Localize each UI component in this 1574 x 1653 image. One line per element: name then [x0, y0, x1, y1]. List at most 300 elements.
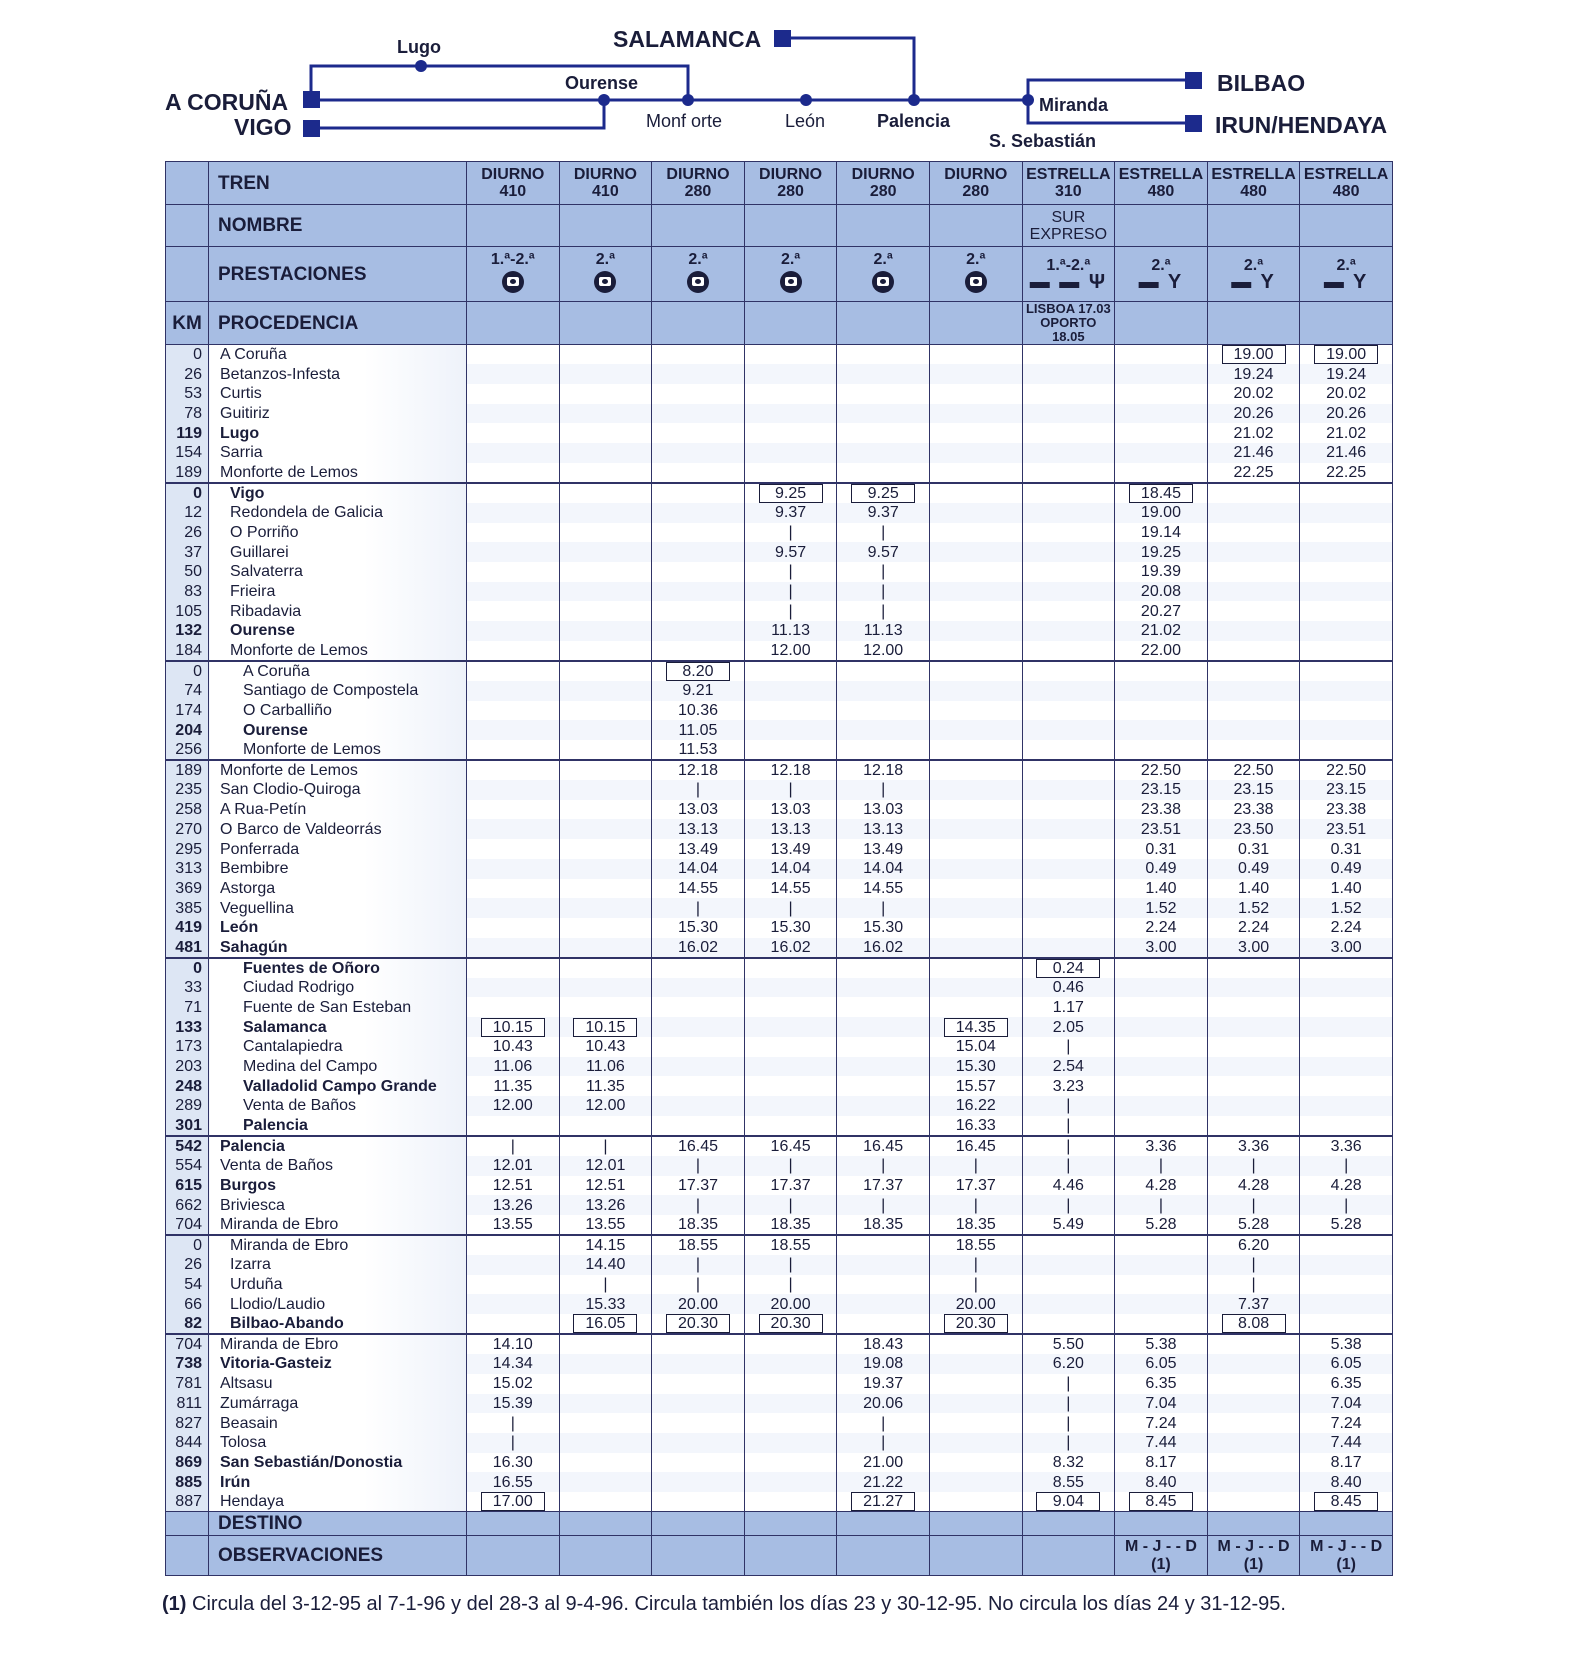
- time-cell: [1022, 621, 1115, 641]
- time-cell: [929, 938, 1022, 958]
- time-cell: 17.37: [929, 1176, 1022, 1196]
- station-name: San Clodio-Quiroga: [209, 780, 467, 800]
- time-cell: [1115, 720, 1208, 740]
- time-cell: [929, 1354, 1022, 1374]
- train-observaciones: [467, 1536, 560, 1576]
- km-cell: 53: [166, 384, 209, 404]
- time-cell: [744, 423, 837, 443]
- time-cell: |: [744, 1156, 837, 1176]
- table-row: [166, 582, 1393, 602]
- time-cell: 7.04: [1300, 1394, 1393, 1414]
- time-cell: [1022, 701, 1115, 721]
- train-type: ESTRELLA: [1303, 166, 1389, 183]
- time-cell: [1115, 701, 1208, 721]
- table-row: [166, 562, 1393, 582]
- line-vigo: [311, 100, 604, 128]
- table-row: [166, 1076, 1393, 1096]
- time-cell: [1207, 1017, 1300, 1037]
- time-cell: [467, 681, 560, 701]
- time-cell: 21.46: [1300, 443, 1393, 463]
- time-cell: [1115, 1255, 1208, 1275]
- time-cell: [929, 661, 1022, 681]
- time-cell: 19.24: [1207, 364, 1300, 384]
- time-cell: 1.40: [1300, 879, 1393, 899]
- time-cell: [1022, 483, 1115, 503]
- time-cell: |: [1207, 1156, 1300, 1176]
- time-cell: [1207, 345, 1300, 365]
- time-cell: [744, 720, 837, 740]
- time-cell: [1300, 1294, 1393, 1314]
- km-cell: 78: [166, 404, 209, 424]
- time-cell: 15.02: [467, 1374, 560, 1394]
- time-cell: [929, 918, 1022, 938]
- time-cell: 10.36: [652, 701, 745, 721]
- km-cell: 189: [166, 463, 209, 483]
- time-cell: [652, 1433, 745, 1453]
- time-cell: [1207, 1096, 1300, 1116]
- station-name: Bilbao-Abando: [209, 1314, 467, 1334]
- table-row: [166, 1136, 1393, 1156]
- station-name: Cantalapiedra: [209, 1037, 467, 1057]
- station-name: A Rua-Petín: [209, 800, 467, 820]
- time-cell: [929, 601, 1022, 621]
- time-cell: [559, 483, 652, 503]
- time-cell: [837, 720, 930, 740]
- time-cell: [467, 938, 560, 958]
- train-destino: [744, 1512, 837, 1536]
- time-cell: [467, 384, 560, 404]
- footnote: [162, 1593, 1286, 1616]
- train-destino: [559, 1512, 652, 1536]
- train-services: [1207, 247, 1300, 302]
- monforte-stop-icon: [682, 94, 694, 106]
- time-cell: 21.02: [1115, 621, 1208, 641]
- station-name: Betanzos-Infesta: [209, 364, 467, 384]
- time-cell: [744, 661, 837, 681]
- station-name: Frieira: [209, 582, 467, 602]
- station-name: San Sebastián/Donostia: [209, 1453, 467, 1473]
- time-cell: [1207, 701, 1300, 721]
- train-observaciones: M - J - - D (1): [1207, 1536, 1300, 1576]
- bilbao-terminal-icon: [1185, 72, 1202, 89]
- time-cell: 12.01: [467, 1156, 560, 1176]
- table-row: [166, 661, 1393, 681]
- time-cell: 14.04: [652, 859, 745, 879]
- km-cell: 844: [166, 1433, 209, 1453]
- train-number: 480: [1240, 183, 1267, 200]
- header-km: KM: [166, 302, 209, 345]
- time-cell: [1300, 621, 1393, 641]
- table-row: [166, 641, 1393, 661]
- time-cell: 17.37: [652, 1176, 745, 1196]
- time-cell: [1022, 918, 1115, 938]
- time-cell: [1115, 661, 1208, 681]
- train-class: 1.ª-2.ª: [1046, 257, 1091, 274]
- time-cell: |: [1022, 1195, 1115, 1215]
- train-type: DIURNO: [851, 166, 915, 183]
- time-cell: |: [837, 562, 930, 582]
- time-cell: [1115, 958, 1208, 978]
- time-cell: [837, 740, 930, 760]
- time-cell: |: [744, 1195, 837, 1215]
- time-cell: [1115, 681, 1208, 701]
- time-cell: [929, 384, 1022, 404]
- station-name: Briviesca: [209, 1195, 467, 1215]
- time-cell: [559, 641, 652, 661]
- time-cell: |: [652, 1156, 745, 1176]
- time-cell: [559, 839, 652, 859]
- train-destino: [467, 1512, 560, 1536]
- time-cell: [652, 601, 745, 621]
- time-cell: [1115, 1235, 1208, 1255]
- time-cell: [1207, 1334, 1300, 1354]
- time-cell: [1207, 1453, 1300, 1473]
- table-row: [166, 997, 1393, 1017]
- time-cell: [1300, 1255, 1393, 1275]
- train-observaciones: [1022, 1536, 1115, 1576]
- time-cell: [559, 1433, 652, 1453]
- km-cell: 54: [166, 1275, 209, 1295]
- time-cell: 23.51: [1115, 819, 1208, 839]
- map-label-leon: León: [785, 111, 826, 131]
- time-cell: 5.28: [1115, 1215, 1208, 1235]
- time-cell: [929, 701, 1022, 721]
- time-cell: [559, 1472, 652, 1492]
- table-row: [166, 404, 1393, 424]
- train-origin: [744, 302, 837, 345]
- table-row: [166, 542, 1393, 562]
- time-cell: 9.37: [837, 503, 930, 523]
- time-cell: [1300, 641, 1393, 661]
- station-name: Vigo: [209, 483, 467, 503]
- cama-icon: ▬ ▬ Ψ: [1029, 271, 1107, 293]
- time-cell: [1115, 404, 1208, 424]
- time-cell: [559, 1116, 652, 1136]
- time-cell: [929, 740, 1022, 760]
- time-cell: 2.24: [1300, 918, 1393, 938]
- time-cell: |: [837, 523, 930, 543]
- km-cell: 105: [166, 601, 209, 621]
- map-label-irun: IRUN/HENDAYA: [1215, 112, 1388, 138]
- km-cell: 154: [166, 443, 209, 463]
- time-cell: 21.22: [837, 1472, 930, 1492]
- time-cell: [559, 1453, 652, 1473]
- time-cell: [837, 1017, 930, 1037]
- time-cell: |: [467, 1433, 560, 1453]
- time-cell: [837, 404, 930, 424]
- time-cell: [1207, 1492, 1300, 1512]
- station-name: Curtis: [209, 384, 467, 404]
- station-name: Medina del Campo: [209, 1057, 467, 1077]
- table-row: [166, 1176, 1393, 1196]
- time-cell: [1022, 384, 1115, 404]
- time-cell: 13.26: [559, 1195, 652, 1215]
- time-boxed: 8.45: [1314, 1492, 1378, 1511]
- time-cell: |: [837, 898, 930, 918]
- time-cell: 2.24: [1115, 918, 1208, 938]
- train-number: 410: [499, 183, 527, 200]
- time-cell: |: [1022, 1156, 1115, 1176]
- time-cell: 11.13: [744, 621, 837, 641]
- route-map: [0, 0, 1574, 160]
- station-name: Sahagún: [209, 938, 467, 958]
- time-cell: [837, 1255, 930, 1275]
- time-cell: 13.13: [837, 819, 930, 839]
- time-cell: 4.28: [1115, 1176, 1208, 1196]
- time-cell: [744, 1472, 837, 1492]
- time-cell: [929, 443, 1022, 463]
- time-cell: [1115, 384, 1208, 404]
- table-row: [166, 800, 1393, 820]
- time-cell: 0.31: [1207, 839, 1300, 859]
- time-cell: [559, 879, 652, 899]
- time-cell: [1207, 1314, 1300, 1334]
- time-cell: [559, 740, 652, 760]
- time-cell: [744, 1433, 837, 1453]
- train-number: 280: [777, 183, 804, 200]
- time-cell: 20.06: [837, 1394, 930, 1414]
- time-cell: [929, 1394, 1022, 1414]
- time-cell: [652, 443, 745, 463]
- time-boxed: 20.30: [759, 1314, 823, 1333]
- station-name: Palencia: [209, 1116, 467, 1136]
- station-name: Irún: [209, 1472, 467, 1492]
- time-cell: [559, 938, 652, 958]
- train-services: [1022, 247, 1115, 302]
- station-name: Bembibre: [209, 859, 467, 879]
- time-cell: 11.13: [837, 621, 930, 641]
- table-row: [166, 1354, 1393, 1374]
- time-cell: 20.08: [1115, 582, 1208, 602]
- header-prestaciones: PRESTACIONES: [209, 247, 467, 302]
- time-cell: [652, 423, 745, 443]
- time-cell: [929, 503, 1022, 523]
- time-cell: 3.36: [1300, 1136, 1393, 1156]
- km-cell: 289: [166, 1096, 209, 1116]
- time-cell: [929, 1492, 1022, 1512]
- train-services: [929, 247, 1022, 302]
- time-cell: 7.24: [1115, 1413, 1208, 1433]
- time-cell: 19.00: [1115, 503, 1208, 523]
- time-cell: |: [744, 780, 837, 800]
- train-services: [652, 247, 745, 302]
- time-cell: 22.00: [1115, 641, 1208, 661]
- time-cell: [1022, 839, 1115, 859]
- time-cell: 18.35: [929, 1215, 1022, 1235]
- time-cell: 2.54: [1022, 1057, 1115, 1077]
- time-cell: [744, 681, 837, 701]
- time-cell: 0.49: [1300, 859, 1393, 879]
- time-cell: [929, 523, 1022, 543]
- time-cell: [559, 720, 652, 740]
- time-cell: [467, 483, 560, 503]
- time-cell: [467, 542, 560, 562]
- time-cell: 18.55: [652, 1235, 745, 1255]
- time-cell: |: [929, 1195, 1022, 1215]
- footer-row-destino: [166, 1512, 1393, 1536]
- km-cell: 887: [166, 1492, 209, 1512]
- time-cell: 6.20: [1022, 1354, 1115, 1374]
- table-row: [166, 898, 1393, 918]
- time-cell: [467, 740, 560, 760]
- time-cell: [467, 1017, 560, 1037]
- time-cell: 19.37: [837, 1374, 930, 1394]
- station-name: Izarra: [209, 1255, 467, 1275]
- table-row: [166, 879, 1393, 899]
- time-cell: |: [744, 562, 837, 582]
- time-cell: 13.03: [837, 800, 930, 820]
- time-cell: [837, 1096, 930, 1116]
- time-cell: [1207, 1057, 1300, 1077]
- time-cell: [652, 1076, 745, 1096]
- time-cell: [1022, 780, 1115, 800]
- time-cell: [929, 582, 1022, 602]
- time-cell: 20.00: [929, 1294, 1022, 1314]
- km-cell: 235: [166, 780, 209, 800]
- time-cell: 4.28: [1300, 1176, 1393, 1196]
- station-name: León: [209, 918, 467, 938]
- time-cell: [559, 997, 652, 1017]
- table-row: [166, 701, 1393, 721]
- train-origin: [929, 302, 1022, 345]
- time-cell: [559, 503, 652, 523]
- time-cell: [1300, 740, 1393, 760]
- table-row: [166, 1057, 1393, 1077]
- time-cell: [559, 958, 652, 978]
- time-boxed: 20.30: [666, 1314, 730, 1333]
- table-row: [166, 780, 1393, 800]
- km-cell: 83: [166, 582, 209, 602]
- km-cell: 66: [166, 1294, 209, 1314]
- map-label-monforte: Monf orte: [646, 111, 723, 131]
- time-cell: 16.02: [652, 938, 745, 958]
- time-boxed: 18.45: [1129, 484, 1193, 503]
- time-cell: 16.55: [467, 1472, 560, 1492]
- time-cell: [1207, 641, 1300, 661]
- time-cell: [652, 1116, 745, 1136]
- time-cell: [652, 523, 745, 543]
- train-type: DIURNO: [573, 166, 637, 183]
- time-cell: [1022, 681, 1115, 701]
- time-cell: [467, 1492, 560, 1512]
- time-boxed: 21.27: [851, 1492, 915, 1511]
- time-cell: [929, 720, 1022, 740]
- time-cell: [744, 1413, 837, 1433]
- train-class: 2.ª: [595, 251, 616, 268]
- time-cell: [837, 1294, 930, 1314]
- km-cell: 174: [166, 701, 209, 721]
- train-services: [1115, 247, 1208, 302]
- time-cell: [467, 523, 560, 543]
- time-cell: [1300, 483, 1393, 503]
- km-cell: 248: [166, 1076, 209, 1096]
- time-cell: [837, 701, 930, 721]
- header-nombre: NOMBRE: [209, 205, 467, 247]
- train-services: [467, 247, 560, 302]
- time-cell: [929, 562, 1022, 582]
- time-cell: [837, 1116, 930, 1136]
- timetable: [165, 161, 1393, 1576]
- time-cell: 20.26: [1300, 404, 1393, 424]
- station-name: Ciudad Rodrigo: [209, 978, 467, 998]
- time-cell: 14.55: [652, 879, 745, 899]
- time-cell: [1207, 681, 1300, 701]
- table-row: [166, 1195, 1393, 1215]
- train-type: ESTRELLA: [1211, 166, 1296, 183]
- time-cell: [467, 621, 560, 641]
- time-cell: [467, 661, 560, 681]
- time-cell: [1300, 661, 1393, 681]
- time-cell: 19.08: [837, 1354, 930, 1374]
- train-header: [1022, 162, 1115, 205]
- time-cell: 5.49: [1022, 1215, 1115, 1235]
- table-row: [166, 384, 1393, 404]
- time-cell: 12.00: [559, 1096, 652, 1116]
- table-row: [166, 1017, 1393, 1037]
- line-salamanca: [776, 38, 914, 100]
- time-boxed: 8.20: [666, 662, 730, 681]
- time-cell: 7.04: [1115, 1394, 1208, 1414]
- table-row: [166, 364, 1393, 384]
- time-cell: [559, 1394, 652, 1414]
- time-cell: 11.06: [559, 1057, 652, 1077]
- station-name: Zumárraga: [209, 1394, 467, 1414]
- time-cell: [1022, 542, 1115, 562]
- train-header: [744, 162, 837, 205]
- time-cell: [1115, 1057, 1208, 1077]
- time-cell: [1207, 503, 1300, 523]
- time-cell: [1022, 562, 1115, 582]
- table-row: [166, 1453, 1393, 1473]
- time-cell: [652, 463, 745, 483]
- time-cell: [1022, 740, 1115, 760]
- km-cell: 481: [166, 938, 209, 958]
- table-row: [166, 1156, 1393, 1176]
- time-cell: [467, 1255, 560, 1275]
- footer-km-spacer: [166, 1512, 209, 1536]
- train-class: 2.ª: [966, 251, 986, 268]
- map-label-coruna: A CORUÑA: [165, 89, 289, 115]
- time-cell: [1022, 364, 1115, 384]
- km-cell: 0: [166, 483, 209, 503]
- km-cell: 885: [166, 1472, 209, 1492]
- time-cell: 3.23: [1022, 1076, 1115, 1096]
- time-cell: [559, 463, 652, 483]
- train-name: [744, 205, 837, 247]
- time-cell: 9.57: [744, 542, 837, 562]
- train-destino: [652, 1512, 745, 1536]
- footer-km-spacer: [166, 1536, 209, 1576]
- time-cell: 7.37: [1207, 1294, 1300, 1314]
- time-cell: [559, 1334, 652, 1354]
- time-cell: |: [1300, 1195, 1393, 1215]
- table-row: [166, 621, 1393, 641]
- station-name: O Porriño: [209, 523, 467, 543]
- time-cell: 12.00: [744, 641, 837, 661]
- time-cell: 15.30: [929, 1057, 1022, 1077]
- time-cell: 10.43: [559, 1037, 652, 1057]
- time-cell: 20.00: [652, 1294, 745, 1314]
- time-boxed: 9.25: [759, 484, 823, 503]
- time-cell: [1022, 661, 1115, 681]
- time-cell: [1115, 443, 1208, 463]
- time-cell: 5.50: [1022, 1334, 1115, 1354]
- time-cell: 15.33: [559, 1294, 652, 1314]
- train-class: 2.ª: [873, 251, 893, 268]
- time-cell: [837, 997, 930, 1017]
- station-name: Monforte de Lemos: [209, 740, 467, 760]
- km-cell: 12: [166, 503, 209, 523]
